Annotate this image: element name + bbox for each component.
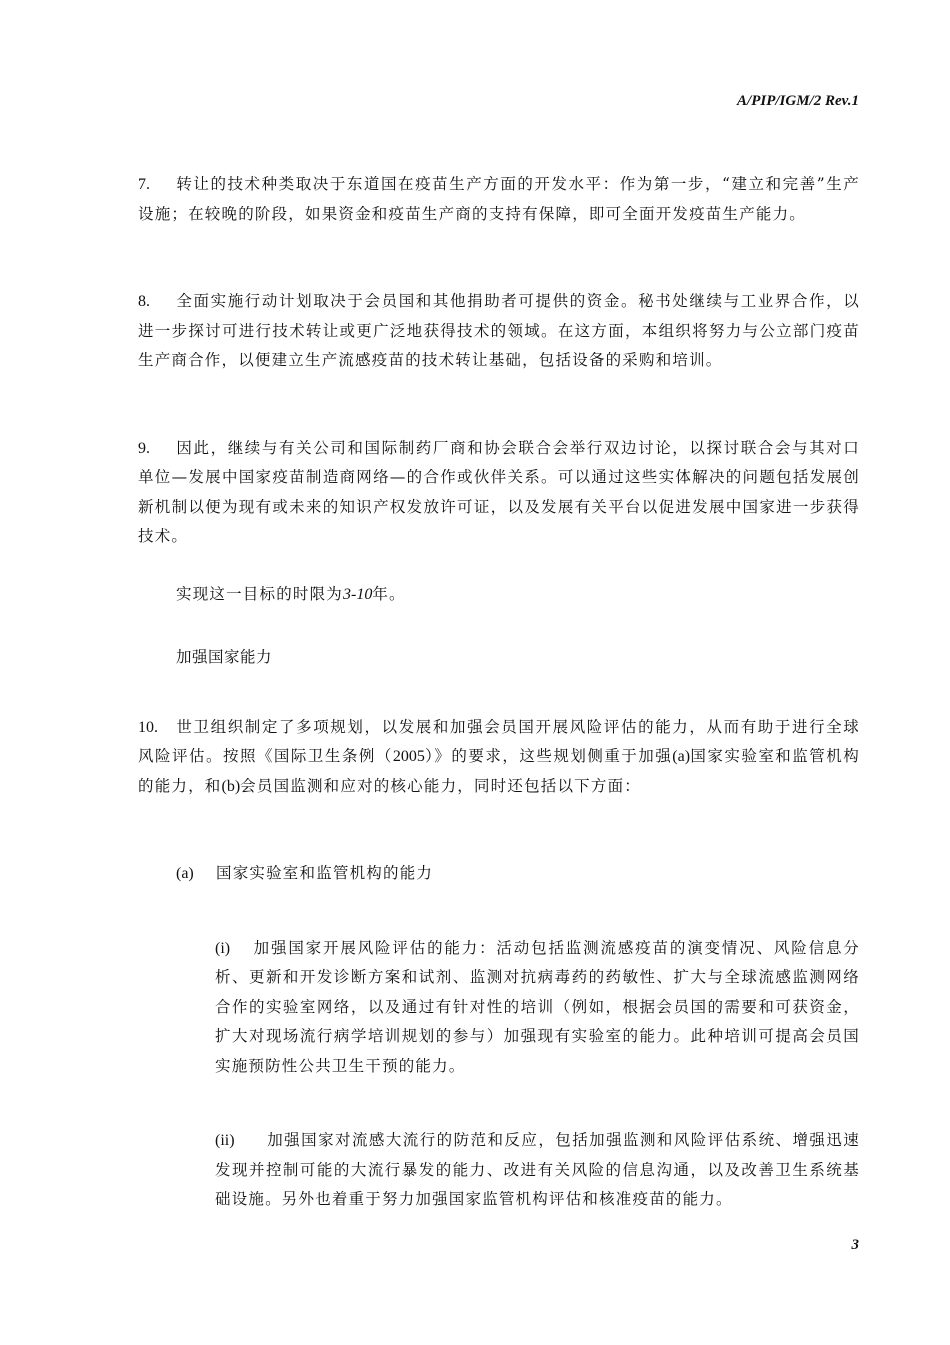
paragraph-text: 全面实施行动计划取决于会员国和其他捐助者可提供的资金。秘书处继续与工业界合作，以进一步探讨可进行技术转让或更广泛地获得技术的领域。在这方面，本组织将努力与公立部门疫苗生产商合作，以便建立生产流感疫苗的技术转让基础，包括设备的采购和培训。	[138, 292, 860, 369]
section-heading: 加强国家能力	[176, 648, 273, 666]
paragraph-text: 世卫组织制定了多项规划，以发展和加强会员国开展风险评估的能力，从而有助于进行全球风险评估。按照《国际卫生条例（	[138, 717, 860, 765]
paragraph-text: 因此，继续与有关公司和国际制药厂商和协会联合会举行双边讨论，以探讨联合会与其对口单位—发展中国家疫苗制造商网络—的合作或伙伴关系。可以通过这些实体解决的问题包括发展创新机制以便为现有或未来的知识产权发放许可证，以及发展有关平台以促进发展中国家进一步获得技术。	[138, 438, 860, 545]
subsection-i	[138, 934, 860, 1082]
paragraph-text: 国家实验室和监管机构的能力，和	[138, 747, 860, 795]
item-b-marker: (b)	[221, 777, 241, 795]
subsection-a	[138, 859, 860, 889]
timeline-text-before: 实现这一目标的时限为	[176, 584, 344, 603]
document-body	[138, 170, 860, 1215]
timeline-statement	[138, 580, 860, 610]
paragraph-number: 10.	[138, 718, 158, 736]
paragraph-number: 9.	[138, 439, 150, 457]
paragraph-text: 会员国监测和应对的核心能力，同时还包括以下方面：	[240, 776, 641, 795]
subsection-ii	[138, 1126, 860, 1215]
paragraph-text: 转让的技术种类取决于东道国在疫苗生产方面的开发水平：作为第一步，“建立和完善”生产设施；在较晚的阶段，如果资金和疫苗生产商的支持有保障，即可全面开发疫苗生产能力。	[138, 175, 860, 223]
paragraph-number: 8.	[138, 293, 150, 310]
paragraph-7	[138, 170, 860, 229]
year-text: 2005	[392, 748, 425, 765]
subsection-text: 加强国家开展风险评估的能力：活动包括监测流感疫苗的演变情况、风险信息分析、更新和开发诊断方案和试剂、监测对抗病毒药的药敏性、扩大与全球流感监测网络合作的实验室网络，以及通过有针对性的培训（例如，根据会员国的需要和可获资金，扩大对现场流行病学培训规划的参与）加强现有实验室的能力。此种培训可提高会员国实施预防性公共卫生干预的能力。	[215, 938, 860, 1075]
subsection-text: 国家实验室和监管机构的能力	[216, 864, 434, 882]
paragraph-10	[138, 713, 860, 802]
paragraph-text: ）》的要求，这些规划侧重于加强	[424, 747, 673, 765]
subsection-label: (i)	[215, 939, 231, 957]
paragraph-8	[138, 287, 860, 376]
subsection-text: 加强国家对流感大流行的防范和反应，包括加强监测和风险评估系统、增强迅速发现并控制可能的大流行暴发的能力、改进有关风险的信息沟通，以及改善卫生系统基础设施。另外也着重于努力加强国家监管机构评估和核准疫苗的能力。	[215, 1131, 860, 1208]
item-a-marker: (a)	[672, 748, 691, 765]
paragraph-9	[138, 434, 860, 552]
subsection-label: (ii)	[215, 1132, 235, 1149]
subsection-label: (a)	[176, 865, 194, 882]
document-reference: A/PIP/IGM/2 Rev.1	[737, 93, 859, 109]
page-number: 3	[851, 1237, 859, 1253]
paragraph-number: 7.	[138, 176, 150, 193]
timeline-text-after: 年。	[372, 584, 406, 603]
timeline-years: 3-10	[343, 585, 373, 603]
